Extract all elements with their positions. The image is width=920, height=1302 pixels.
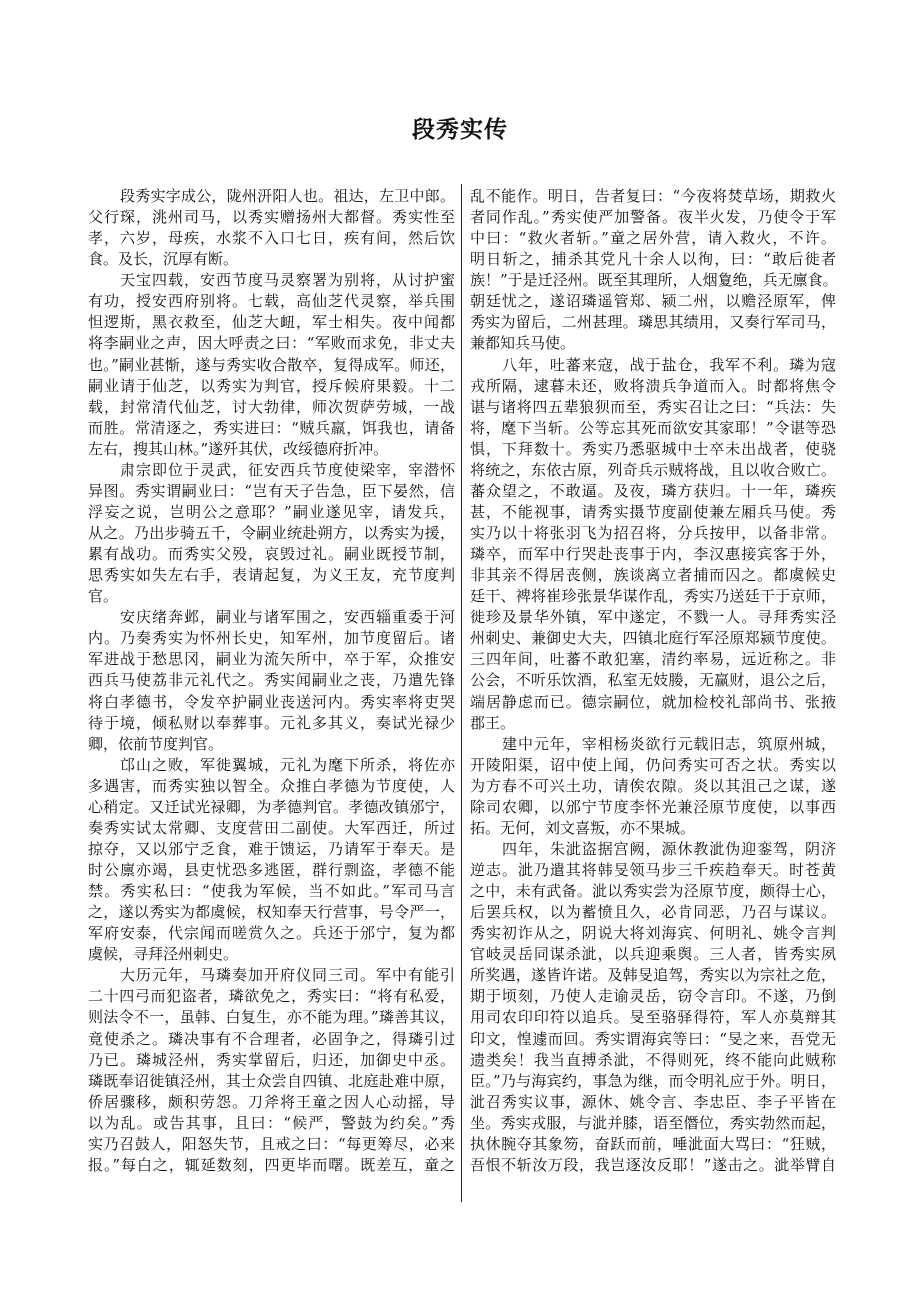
text-line: 将统之，东依古原，列奇兵示贼将战，且以收合败亡。 bbox=[470, 460, 836, 479]
text-line: 二十四弓而犯盗者，璘欲免之，秀实曰：“将有私爱， bbox=[88, 987, 455, 1006]
text-line: 报。”每白之，辄延数刻，四更毕而曙。既差互，童之 bbox=[88, 1155, 455, 1174]
text-line: 甚，不能视事，请秀实摄节度副使兼左厢兵马使。秀 bbox=[470, 502, 836, 521]
text-line: 秀实为留后，二州甚理。璘思其绩用，又奏行军司马， bbox=[470, 313, 836, 332]
text-line: 印文，惶遽而回。秀实谓海宾等曰：“旻之来，吾党无 bbox=[470, 1029, 836, 1048]
text-line: 竟使杀之。璘决事有不合理者，必固争之，得璘引过 bbox=[88, 1029, 455, 1048]
text-line: 将李嗣业之声，因大呼责之曰：“军败而求免，非丈夫 bbox=[88, 334, 455, 353]
paragraph bbox=[88, 965, 455, 1176]
text-line: 期于顷刻，乃使人走谕灵岳，窃令言印。不遂，乃倒 bbox=[470, 987, 836, 1006]
text-line: 则法令不一，虽韩、白复生，亦不能为理。”璘善其议， bbox=[88, 1008, 455, 1027]
paragraph bbox=[470, 839, 836, 1176]
text-line: 秀实初诈从之，阴说大将刘海宾、何明礼、姚令言判 bbox=[470, 924, 836, 943]
text-line: 心稍定。又迁试光禄卿，为孝德判官。孝德改镇邠宁， bbox=[88, 797, 455, 816]
text-line: 时公廪亦竭，县吏忧恐多逃匿，群行剽盗，孝德不能 bbox=[88, 861, 455, 879]
right-text-column bbox=[470, 186, 836, 1176]
text-line: 安庆绪奔邺，嗣业与诸军围之，安西辎重委于河 bbox=[120, 608, 455, 627]
text-line: 臣。”乃与海宾约，事急为继，而令明礼应于外。明日， bbox=[470, 1071, 836, 1090]
text-line: 璘卒，而军中行哭赴丧事于内，李汉惠接宾客于外， bbox=[470, 545, 836, 564]
text-line: 嗣业请于仙芝，以秀实为判官，授斥候府果毅。十二 bbox=[88, 376, 455, 395]
text-line: 多遇害，而秀实独以智全。众推白孝德为节度使，人 bbox=[88, 776, 455, 795]
text-line: 建中元年，宰相杨炎欲行元载旧志，筑原州城， bbox=[502, 734, 836, 753]
text-line: 四年，朱泚盗据宫阙，源休教泚伪迎銮驾，阴济 bbox=[502, 839, 836, 858]
left-text-column bbox=[88, 186, 455, 1176]
text-line: 三四年间，吐蕃不敢犯塞，清约率易，远近称之。非 bbox=[470, 650, 836, 669]
text-line: 族！”于是迁泾州。既至其理所，人烟夐绝，兵无廪食。 bbox=[470, 271, 838, 290]
text-line: 为方春不可兴土功，请俟农隙。炎以其沮己之谋，遂 bbox=[470, 776, 836, 795]
text-line: 邙山之败，军徙翼城，元礼为麾下所杀，将佐亦 bbox=[120, 755, 455, 774]
text-line: 八年，吐蕃来寇，战于盐仓，我军不利。璘为寇 bbox=[502, 355, 836, 374]
text-line: 吾恨不斩汝万段，我岂逐汝反耶！”遂击之。泚举臂自 bbox=[470, 1155, 836, 1174]
text-line: 徙珍及景华外镇，军中遂定，不戮一人。寻拜秀实泾 bbox=[470, 608, 836, 627]
text-line: 有功，授安西府别将。七载，高仙芝代灵察，举兵围 bbox=[88, 292, 455, 311]
text-line: 公会，不听乐饮酒，私室无妓媵，无赢财，退公之后， bbox=[470, 671, 836, 690]
text-line: 以为乱。或告其事，且曰：“候严，警鼓为约矣。”秀 bbox=[88, 1113, 455, 1132]
text-line: 而胜。常清逐之，秀实进曰：“贼兵羸，饵我也，请备 bbox=[88, 418, 455, 437]
text-line: 西兵马使荔非元礼代之。秀实闻嗣业之丧，乃遣先锋 bbox=[88, 671, 455, 690]
paragraph bbox=[470, 355, 836, 734]
text-line: 乃已。璘城泾州，秀实掌留后，归还，加御史中丞。 bbox=[88, 1050, 455, 1069]
text-line: 待于境，倾私财以奉葬事。元礼多其义，奏试光禄少 bbox=[88, 713, 455, 732]
text-line: 思秀实如失左右手，表请起复，为义王友，充节度判 bbox=[88, 566, 455, 585]
text-line: 军府安泰，代宗闻而嗟赏久之。兵还于邠宁，复为都 bbox=[88, 924, 455, 943]
text-line: 载，封常清代仙芝，讨大勃律，师次贺萨劳城，一战 bbox=[88, 397, 455, 416]
text-line: 军进战于愁思冈，嗣业为流矢所中，卒于军，众推安 bbox=[88, 650, 455, 669]
text-line: 郡王。 bbox=[470, 713, 516, 732]
paragraph bbox=[88, 270, 455, 460]
paragraph bbox=[470, 186, 836, 355]
text-line: 内。乃奏秀实为怀州长史，知军州，加节度留后。诸 bbox=[88, 629, 455, 648]
text-line: 后罢兵权，以为蓄愤且久，必肯同恶，乃召与谋议。 bbox=[470, 903, 836, 922]
paragraph bbox=[88, 186, 455, 270]
text-line: 用司农印印符以追兵。旻至骆驿得符，军人亦莫辩其 bbox=[470, 1008, 836, 1027]
text-line: 将白孝德书，令发卒护嗣业丧送河内。秀实率将吏哭 bbox=[88, 692, 455, 711]
text-line: 实乃以十将张羽飞为招召将，分兵按甲，以备非常。 bbox=[470, 524, 836, 542]
text-line: 孝，六岁，母疾，水浆不入口七日，疾有间，然后饮 bbox=[88, 229, 455, 248]
text-line: 虞候，寻拜泾州刺史。 bbox=[88, 945, 239, 964]
text-line: 官岐灵岳同谋杀泚，以兵迎乘舆。三人者，皆秀实夙 bbox=[470, 945, 836, 964]
text-line: 也。”嗣业甚惭，遂与秀实收合散卒，复得成军。师还， bbox=[88, 355, 455, 374]
text-line: 怛逻斯，黑衣救至，仙芝大衄，军士相失。夜中闻都 bbox=[88, 313, 455, 332]
text-line: 遗类矣！我当直搏杀泚，不得则死，终不能向此贼称 bbox=[470, 1050, 836, 1069]
text-line: 州刺史、兼御史大夫，四镇北庭行军泾原郑颍节度使。 bbox=[470, 629, 836, 648]
text-line: 逆志。泚乃遣其将韩旻领马步三千疾趋奉天。时苍黄 bbox=[470, 861, 836, 879]
paragraph bbox=[470, 734, 836, 839]
text-line: 朝廷忧之，遂诏璘遥管郑、颍二州，以赡泾原军，俾 bbox=[470, 292, 836, 311]
text-line: 食。及长，沉厚有断。 bbox=[88, 250, 239, 269]
column-divider bbox=[461, 184, 462, 1202]
text-line: 将，麾下当斩。公等忘其死而欲安其家耶！”令谌等恐 bbox=[470, 418, 836, 437]
text-line: 段秀实字成公，陇州汧阳人也。祖达，左卫中郎。 bbox=[120, 187, 455, 205]
text-line: 执休腕夺其象笏，奋跃而前，唾泚面大骂曰：“狂贼， bbox=[470, 1134, 836, 1153]
text-line: 异图。秀实谓嗣业曰：“岂有天子告急，臣下晏然，信 bbox=[88, 481, 455, 500]
text-line: 左右，搜其山林。”遂歼其伏，改绥德府折冲。 bbox=[88, 439, 389, 458]
text-line: 坐。秀实戎服，与泚并膝，语至僭位，秀实勃然而起， bbox=[470, 1113, 836, 1132]
text-line: 开陵阳渠，诏中使上闻，仍问秀实可否之状。秀实以 bbox=[470, 755, 836, 774]
text-line: 父行琛，洮州司马，以秀实赠扬州大都督。秀实性至 bbox=[88, 208, 455, 227]
text-line: 乱不能作。明日，告者复曰：“今夜将焚草场，期救火 bbox=[470, 187, 836, 205]
text-line: 明日斩之，捕杀其党凡十余人以徇，曰：“敢后徙者 bbox=[470, 250, 836, 269]
paragraph bbox=[88, 607, 455, 754]
text-line: 累有战功。而秀实父殁，哀毁过礼。嗣业既授节制， bbox=[88, 545, 455, 564]
text-line: 大历元年，马璘奏加开府仪同三司。军中有能引 bbox=[120, 966, 455, 985]
text-line: 所奖遇，遂皆许诺。及韩旻追驾，秀实以为宗社之危， bbox=[470, 966, 836, 985]
text-line: 掠夺，又以邠宁乏食，难于馈运，乃请军于奉天。是 bbox=[88, 839, 455, 858]
text-line: 除司农卿，以邠宁节度李怀光兼泾原节度使，以事西 bbox=[470, 797, 836, 816]
text-line: 侨居骤移，颇积劳怨。刀斧将王童之因人心动摇，导 bbox=[88, 1092, 455, 1111]
text-line: 廷干、裨将崔珍张景华谋作乱，秀实乃送廷干于京师， bbox=[470, 587, 836, 606]
text-line: 谌与诸将四五辈狼狈而至，秀实召让之曰：“兵法：失 bbox=[470, 397, 836, 416]
text-line: 中曰：“救火者斩。”童之居外营，请入救火，不许。 bbox=[470, 229, 836, 248]
text-line: 浮妄之说，岂明公之意耶？”嗣业遂见宰，请发兵， bbox=[88, 502, 455, 521]
text-line: 肃宗即位于灵武，征安西兵节度使梁宰，宰潜怀 bbox=[120, 460, 455, 479]
paragraph bbox=[88, 755, 455, 966]
text-line: 璘既奉诏徙镇泾州，其士众尝自四镇、北庭赴难中原， bbox=[88, 1071, 455, 1090]
text-line: 卿，依前节度判官。 bbox=[88, 734, 224, 753]
text-line: 从之。乃出步骑五千，令嗣业统赴朔方，以秀实为援， bbox=[88, 524, 455, 542]
text-line: 戎所隔，逮暮未还，败将溃兵争道而入。时都将焦令 bbox=[470, 376, 836, 395]
text-line: 天宝四载，安西节度马灵察署为别将，从讨护蜜 bbox=[120, 271, 455, 290]
text-line: 蕃众望之，不敢逼。及夜，璘方获归。十一年，璘疾 bbox=[470, 481, 836, 500]
paragraph bbox=[88, 460, 455, 607]
document-title: 段秀实传 bbox=[412, 117, 508, 144]
text-line: 之中，未有武备。泚以秀实尝为泾原节度，颇得士心， bbox=[470, 882, 836, 901]
text-line: 官。 bbox=[88, 587, 119, 606]
text-line: 拓。无何，刘文喜叛，亦不果城。 bbox=[470, 818, 696, 837]
text-line: 泚召秀实议事，源休、姚令言、李忠臣、李子平皆在 bbox=[470, 1092, 836, 1111]
text-line: 之，遂以秀实为都虞候，权知奉天行营事，号令严一， bbox=[88, 903, 455, 922]
text-line: 非其亲不得居丧侧，族谈离立者捕而囚之。都虞候史 bbox=[470, 566, 836, 585]
text-line: 奏秀实试太常卿、支度营田二副使。大军西迁，所过 bbox=[88, 818, 455, 837]
text-line: 端居静虑而已。德宗嗣位，就加检校礼部尚书、张掖 bbox=[470, 692, 836, 711]
text-line: 者同作乱。”秀实使严加警备。夜半火发，乃使令于军 bbox=[470, 208, 836, 227]
text-line: 禁。秀实私曰：“使我为军候，当不如此。”军司马言 bbox=[88, 882, 455, 901]
text-line: 兼都知兵马使。 bbox=[470, 334, 576, 353]
text-line: 惧，下拜数十。秀实乃悉驱城中士卒未出战者，使骁 bbox=[470, 439, 836, 458]
text-line: 实乃召鼓人，阳怒失节，且戒之曰：“每更筹尽，必来 bbox=[88, 1134, 455, 1153]
